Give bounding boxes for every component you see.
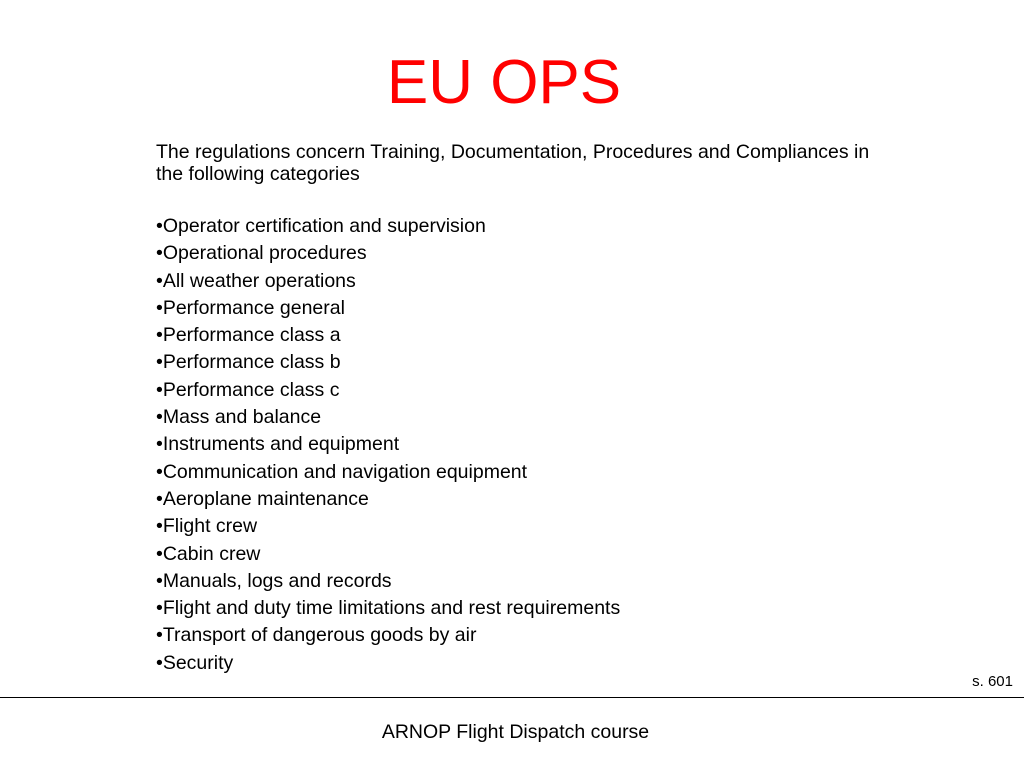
list-item: • Operational procedures (156, 240, 620, 267)
footer-divider (0, 697, 1024, 698)
intro-paragraph: The regulations concern Training, Documentation, Procedures and Compliances in the following categories (156, 141, 870, 185)
list-item: • Performance class a (156, 322, 620, 349)
list-item: • Performance general (156, 295, 620, 322)
list-item: • Communication and navigation equipment (156, 459, 620, 486)
list-item: • Transport of dangerous goods by air (156, 622, 620, 649)
page-number: s. 601 (972, 673, 1013, 690)
list-item: • Mass and balance (156, 404, 620, 431)
list-item: • Cabin crew (156, 541, 620, 568)
slide-title: EU OPS (386, 48, 622, 117)
list-item: • Aeroplane maintenance (156, 486, 620, 513)
list-item: • Performance class c (156, 377, 620, 404)
footer-text: ARNOP Flight Dispatch course (381, 721, 650, 743)
list-item: • Performance class b (156, 349, 620, 376)
list-item: • Security (156, 650, 620, 677)
list-item: • Operator certification and supervision (156, 213, 620, 240)
list-item: • All weather operations (156, 268, 620, 295)
list-item: • Flight crew (156, 513, 620, 540)
list-item: • Instruments and equipment (156, 431, 620, 458)
list-item: • Flight and duty time limitations and rest requirements (156, 595, 620, 622)
category-list (156, 213, 620, 677)
list-item: • Manuals, logs and records (156, 568, 620, 595)
